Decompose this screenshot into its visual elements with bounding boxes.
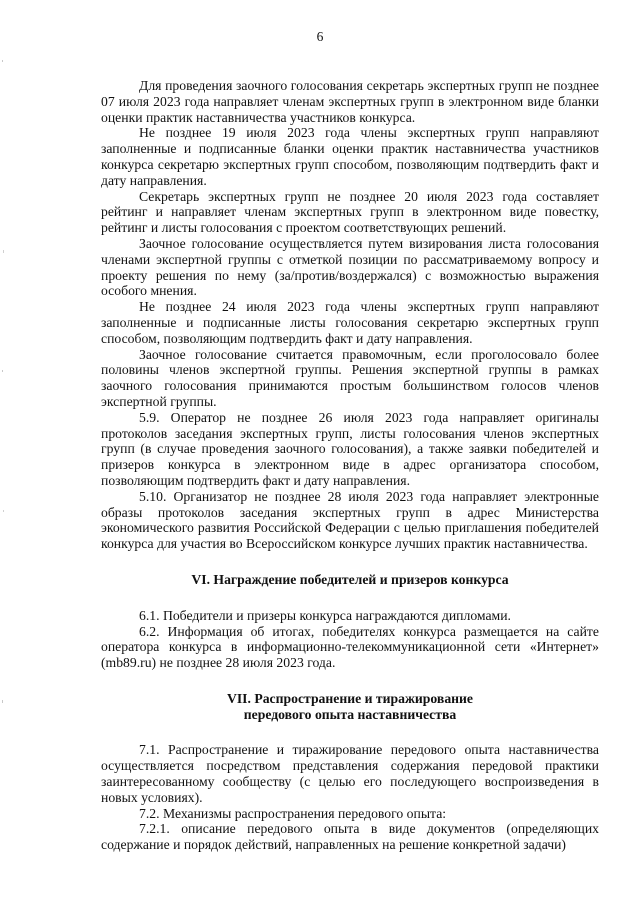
page-number: 6 <box>316 29 324 44</box>
document-body <box>101 78 599 853</box>
paragraph: Секретарь экспертных групп не позднее 20 июля 2023 года составляет рейтинг и направляет членам экспертных групп в электронном виде повестку, рейтинг и листы голосования с проектом соответствующих решений. <box>101 188 599 236</box>
section-7-heading <box>101 691 599 723</box>
binding-margin-marks <box>2 40 5 840</box>
paragraph-6-2: 6.2. Информация об итогах, победителях конкурса размещается на сайте оператора конкурса в информационно-телекоммуникационной сети «Интернет» (mb89.ru) не позднее 28 июля 2023 года. <box>101 623 599 671</box>
section-7-heading-line2: передового опыта наставничества <box>243 706 457 722</box>
paragraph-7-2-1: 7.2.1. описание передового опыта в виде документов (определяющих содержание и порядок действий, направленных на решение конкретной задачи) <box>101 821 599 853</box>
paragraph-7-2: 7.2. Механизмы распространения передового опыта: <box>139 805 447 821</box>
paragraph-7-1: 7.1. Распространение и тиражирование передового опыта наставничества осуществляется посредством представления содержания передовой практики заинтересованному сообществу (с целью его последующего воспроизведения в новых условиях). <box>101 742 599 805</box>
paragraph: Для проведения заочного голосования секретарь экспертных групп не позднее 07 июля 2023 года направляет членам экспертных групп в электронном виде бланки оценки практик наставничества участников конкурса. <box>101 78 599 125</box>
paragraph-5-10: 5.10. Организатор не позднее 28 июля 2023 года направляет электронные образы протоколов заседания экспертных групп в адрес Министерства экономического развития Российской Федерации с целью приглашения победителей конкурса для участия во Всероссийском конкурсе лучших практик наставничества. <box>101 488 599 552</box>
paragraph: Заочное голосование считается правомочным, если проголосовало более половины членов экспертной группы. Решения экспертной группы в рамках заочного голосования принимаются простым большинством голосов членов экспертной группы. <box>101 346 599 409</box>
paragraph: Не позднее 19 июля 2023 года члены экспертных групп направляют заполненные и подписанные бланки оценки практик наставничества участников конкурса секретарю экспертных групп способом, позволяющим подтвердить факт и дату направления. <box>101 125 599 188</box>
paragraph: Заочное голосование осуществляется путем визирования листа голосования членами экспертной группы с отметкой позиции по рассматриваемому вопросу и проекту решения по нему (за/против/воздержался) с возможностью выражения особого мнения. <box>101 235 599 299</box>
paragraph-6-1: 6.1. Победители и призеры конкурса награждаются дипломами. <box>139 607 511 623</box>
section-6-heading: VI. Награждение победителей и призеров конкурса <box>191 571 509 587</box>
paragraph: Не позднее 24 июля 2023 года члены экспертных групп направляют заполненные и подписанные листы голосования секретарю экспертных групп способом, позволяющим подтвердить факт и дату направления. <box>101 299 599 346</box>
section-7-heading-line1: VII. Распространение и тиражирование <box>226 690 474 706</box>
paragraph-5-9: 5.9. Оператор не позднее 26 июля 2023 года направляет оригиналы протоколов заседания экспертных групп, листы голосования членов экспертных групп (в случае проведения заочного голосования), а также заявки победителей и призеров конкурса в электронном виде в адрес организатора способом, позволяющим подтвердить факт и дату направления. <box>101 409 599 488</box>
